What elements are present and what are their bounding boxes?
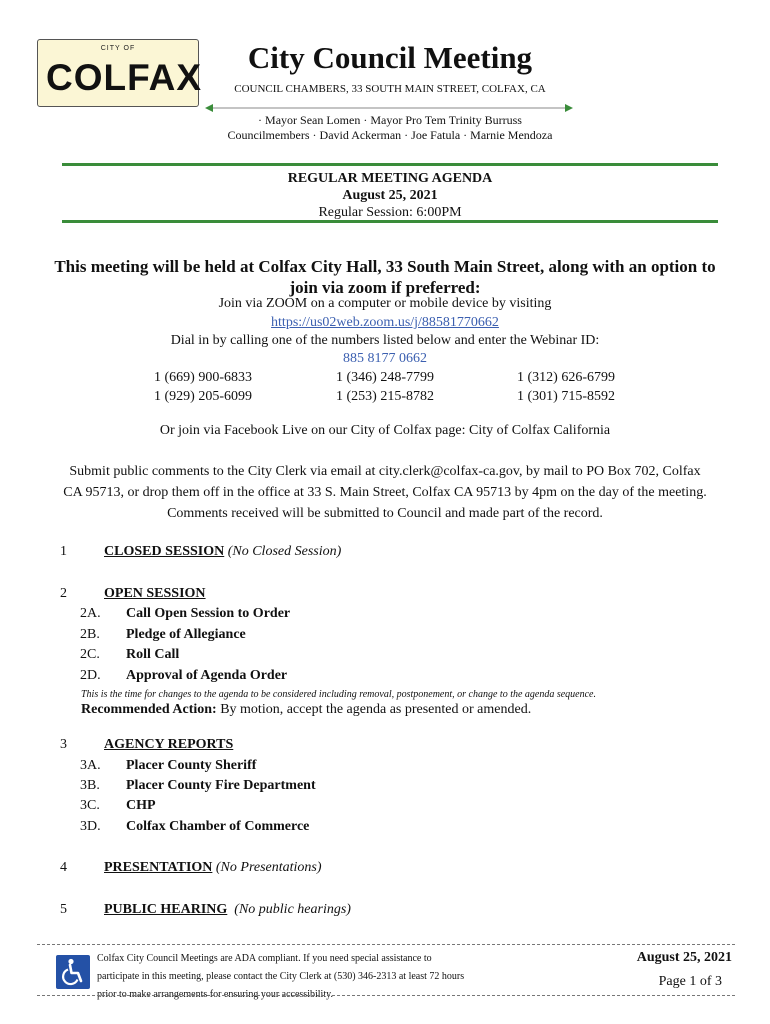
sub-item-number: 2A. [80,606,101,621]
double-arrow-rule [205,103,573,113]
agenda-session-time: Regular Session: 6:00PM [318,205,462,220]
agenda-item-public-hearing [104,902,351,918]
item-title: AGENCY REPORTS [104,737,234,752]
item-title: CLOSED SESSION [104,544,225,559]
item-note: (No Closed Session) [224,544,342,559]
agenda-date: August 25, 2021 [342,188,438,203]
phone-column-3 [517,368,677,406]
zoom-link[interactable]: https://us02web.zoom.us/j/88581770662 [271,315,499,330]
zoom-instructions: Join via ZOOM on a computer or mobile device by visiting [218,296,552,311]
public-comments-line-1: Submit public comments to the City Clerk via email at city.clerk@colfax-ca.gov, by mail to PO Box 702, Colfax [69,464,701,479]
sub-item-number: 3C. [80,798,100,813]
item-number: 2 [60,586,67,601]
item-number: 1 [60,544,67,559]
sub-item-number: 3B. [80,778,100,793]
colfax-logo [37,39,203,107]
green-rule-top [62,163,718,166]
agenda-item-closed-session [104,544,341,560]
agenda-heading: REGULAR MEETING AGENDA [287,171,493,186]
item-title: PUBLIC HEARING [104,902,228,917]
public-comments-line-3: Comments received will be submitted to Council and made part of the record. [167,506,603,521]
sub-item-title: Placer County Sheriff [126,758,257,773]
item-note: (No public hearings) [227,902,351,917]
item-title: PRESENTATION [104,860,213,875]
sub-item-number: 3D. [80,819,101,834]
meeting-address: COUNCIL CHAMBERS, 33 SOUTH MAIN STREET, COLFAX, CA [234,83,546,95]
sub-item-title: Roll Call [126,647,180,662]
public-comments-line-2: CA 95713, or drop them off in the office at 33 S. Main Street, Colfax CA 95713 by 4pm on the day of the meeting. [63,485,707,500]
sub-item-title: Approval of Agenda Order [126,668,288,683]
item-note: (No Presentations) [212,860,322,875]
item-number: 5 [60,902,67,917]
dial-instructions: Dial in by calling one of the numbers listed below and enter the Webinar ID: [170,333,600,348]
officials-council-line: Councilmembers · David Ackerman · Joe Fatula · Marnie Mendoza [227,128,553,142]
item-title: OPEN SESSION [104,586,206,601]
recommended-action-label: Recommended Action: [81,702,217,717]
phone-number: 1 (669) 900-6833 [154,370,252,385]
sub-item-number: 2B. [80,627,100,642]
green-rule-bottom [62,220,718,223]
meeting-location-headline-2: join via zoom if preferred: [289,278,481,297]
recommended-action [81,702,531,718]
sub-item-title: CHP [126,798,156,813]
phone-number: 1 (312) 626-6799 [517,370,615,385]
footer-rule-bottom [37,995,735,996]
agenda-change-note: This is the time for changes to the agenda to be considered including removal, postponement, or change to the agenda sequence. [81,689,596,700]
ada-line: prior to make arrangements for ensuring your accessibility. [97,989,333,1000]
ada-line: participate in this meeting, please contact the City Clerk at (530) 346-2313 at least 72 hours [97,971,465,982]
phone-column-2 [336,368,496,406]
sub-item-title: Colfax Chamber of Commerce [126,819,310,834]
agenda-item-presentation [104,860,322,876]
sub-item-number: 3A. [80,758,101,773]
wheelchair-icon [56,955,90,989]
phone-number: 1 (929) 205-6099 [154,389,252,404]
phone-number: 1 (301) 715-8592 [517,389,615,404]
sub-item-number: 2D. [80,668,101,683]
officials-mayor-line: · Mayor Sean Lomen · Mayor Pro Tem Trinity Burruss [258,113,522,127]
footer-date: August 25, 2021 [636,950,732,965]
item-number: 4 [60,860,67,875]
ada-line: Colfax City Council Meetings are ADA compliant. If you need special assistance to [97,953,432,964]
sub-item-title: Call Open Session to Order [126,606,291,621]
item-number: 3 [60,737,67,752]
facebook-live-notice: Or join via Facebook Live on our City of Colfax page: City of Colfax California [159,423,611,438]
page-title: City Council Meeting [247,40,533,75]
sub-item-title: Placer County Fire Department [126,778,316,793]
sub-item-title: Pledge of Allegiance [126,627,246,642]
phone-column-1 [154,368,314,406]
logo-small-text: CITY OF [100,45,136,52]
logo-big-text: COLFAX [46,57,203,98]
phone-number: 1 (253) 215-8782 [336,389,434,404]
footer-rule-top [37,944,735,945]
phone-number: 1 (346) 248-7799 [336,370,434,385]
meeting-location-headline-1: This meeting will be held at Colfax City Hall, 33 South Main Street, along with an option to [54,257,716,276]
recommended-action-text: By motion, accept the agenda as presented or amended. [216,702,532,717]
page-number: Page 1 of 3 [658,974,722,989]
sub-item-number: 2C. [80,647,100,662]
webinar-id: 885 8177 0662 [343,351,427,366]
